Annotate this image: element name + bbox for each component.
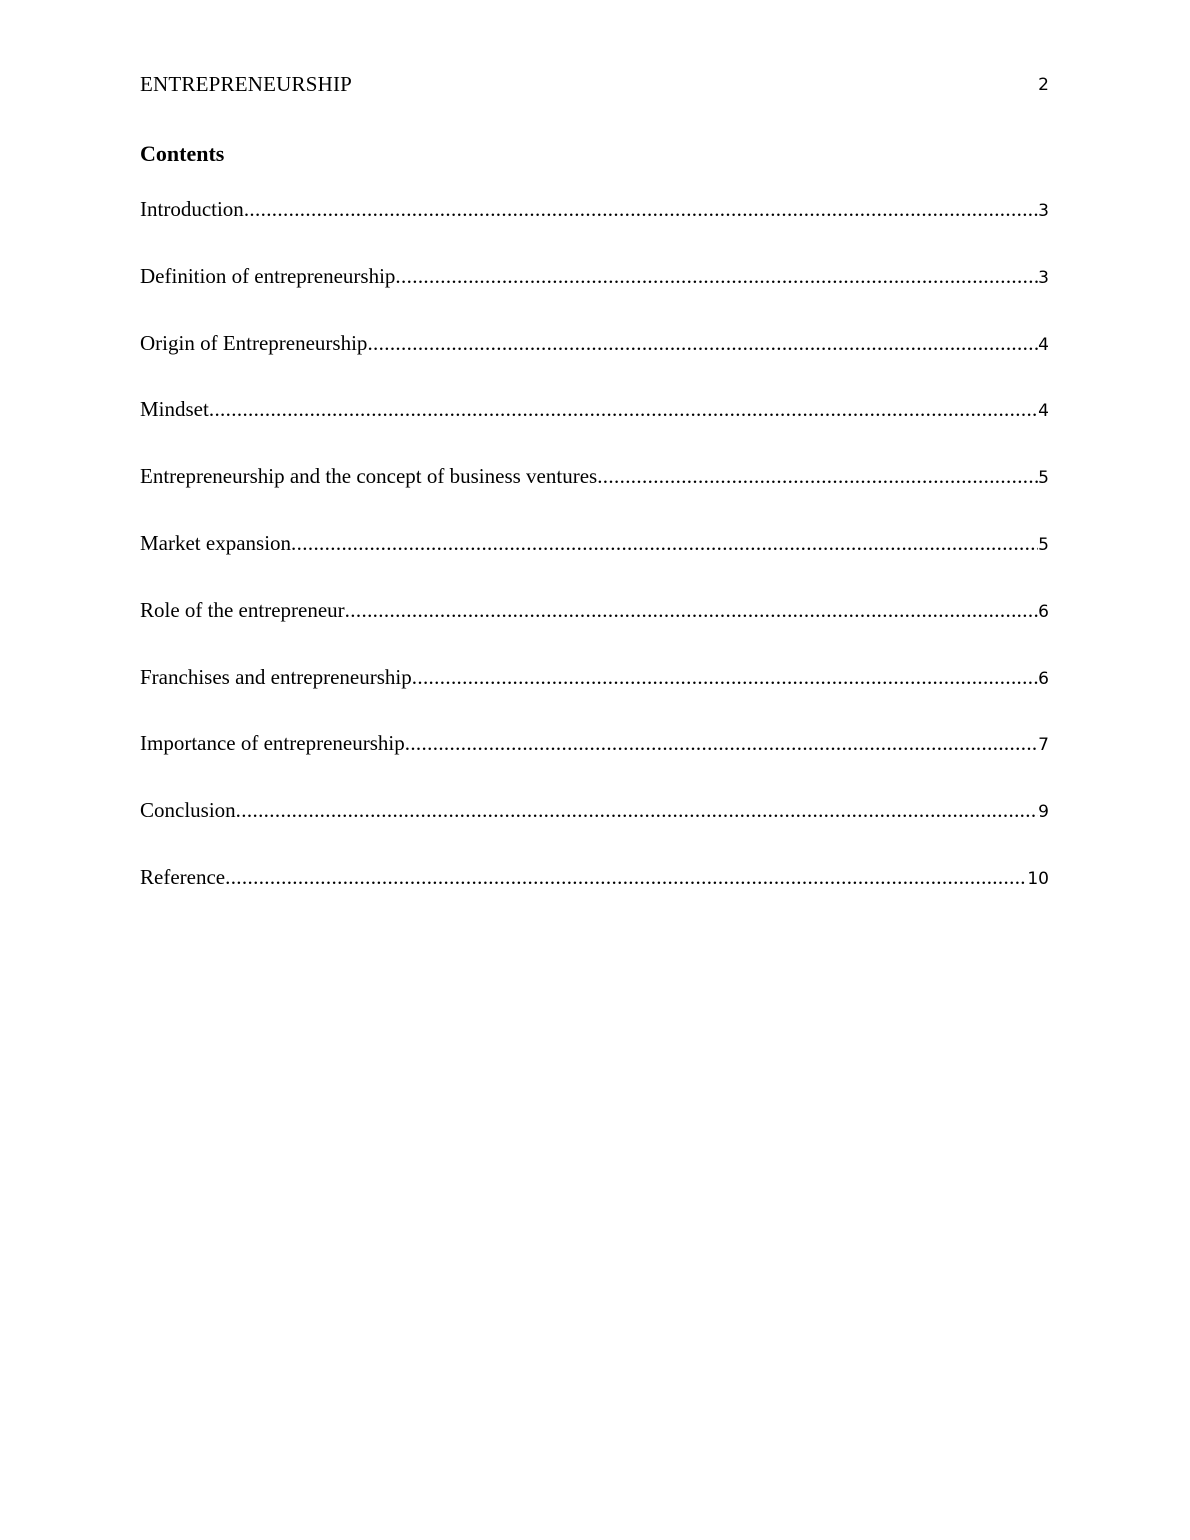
toc-entry[interactable] <box>140 262 1049 329</box>
toc-dot-leader <box>291 529 1038 557</box>
toc-entry-page: 4 <box>1038 401 1049 422</box>
toc-entry-page: 9 <box>1038 802 1049 823</box>
toc-entry[interactable] <box>140 195 1049 262</box>
toc-entry[interactable] <box>140 462 1049 529</box>
toc-entry-title: Origin of Entrepreneurship <box>140 330 368 355</box>
toc-entry-page: 6 <box>1038 601 1049 622</box>
toc-entry[interactable] <box>140 529 1049 596</box>
toc-entry-page: 3 <box>1038 201 1049 221</box>
toc-entry[interactable] <box>140 596 1049 663</box>
toc-entry-title: Franchises and entrepreneurship <box>140 664 412 689</box>
toc-entry-title: Role of the entrepreneur <box>140 597 345 622</box>
toc-entry-title: Entrepreneurship and the concept of business ventures <box>140 464 598 489</box>
toc-entry-title: Mindset <box>140 397 209 422</box>
toc-entry-page: 10 <box>1027 868 1049 889</box>
table-of-contents <box>140 195 1049 930</box>
toc-dot-leader <box>412 663 1038 691</box>
running-header-title: ENTREPRENEURSHIP <box>140 72 353 96</box>
toc-dot-leader <box>405 729 1038 757</box>
toc-entry[interactable] <box>140 329 1049 396</box>
toc-entry[interactable] <box>140 395 1049 462</box>
toc-entry-title: Definition of entrepreneurship <box>140 263 396 288</box>
toc-entry[interactable] <box>140 663 1049 730</box>
toc-entry-title: Reference <box>140 864 226 889</box>
toc-entry-page: 4 <box>1038 334 1049 355</box>
running-header-page-number: 2 <box>1038 75 1049 95</box>
toc-entry-title: Introduction <box>140 197 244 221</box>
toc-entry-title: Conclusion <box>140 798 236 823</box>
toc-entry[interactable] <box>140 863 1049 930</box>
toc-dot-leader <box>225 863 1027 891</box>
toc-dot-leader <box>236 796 1039 824</box>
toc-entry-page: 3 <box>1038 267 1049 288</box>
toc-entry-page: 5 <box>1038 534 1049 555</box>
toc-heading: Contents <box>140 141 225 166</box>
toc-entry-title: Importance of entrepreneurship <box>140 731 405 756</box>
toc-dot-leader <box>244 195 1038 223</box>
toc-dot-leader <box>395 262 1038 290</box>
toc-entry-page: 5 <box>1038 468 1049 489</box>
toc-entry-title: Market expansion <box>140 530 292 555</box>
toc-entry-page: 7 <box>1038 735 1049 756</box>
toc-dot-leader <box>367 329 1038 357</box>
toc-dot-leader <box>597 462 1038 490</box>
toc-entry[interactable] <box>140 796 1049 863</box>
toc-entry[interactable] <box>140 729 1049 796</box>
toc-dot-leader <box>345 596 1039 624</box>
toc-dot-leader <box>209 395 1038 423</box>
toc-entry-page: 6 <box>1038 668 1049 689</box>
